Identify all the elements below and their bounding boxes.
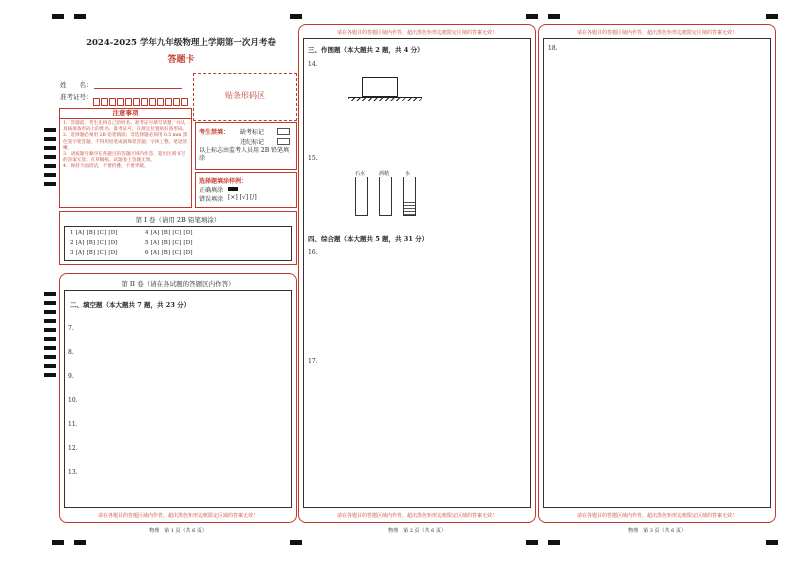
answer-card-label: 答题卡 — [167, 55, 195, 65]
fill-in-answer-area[interactable] — [64, 290, 292, 508]
id-digit-cell[interactable] — [157, 98, 164, 106]
name-label: 姓 名： — [60, 81, 93, 89]
side-timing-mark — [44, 155, 56, 159]
page3-answer-area[interactable] — [543, 38, 771, 508]
side-timing-mark — [44, 319, 56, 323]
absent-label: 缺考标记 — [240, 129, 265, 136]
fill-example-title: 选择题填涂样例： — [199, 178, 248, 185]
section1-title: 第 I 卷（请用 2B 铅笔填涂） — [135, 216, 221, 224]
page-footer: 物理 第 1 页（共 6 页） — [149, 528, 207, 534]
note-item: 3．请按题号顺序在各题目的答题区域内作答，超出区域书写的答案无效；在草稿纸、试题卷上答题无效。 — [63, 152, 186, 164]
timing-mark — [766, 540, 778, 545]
id-digit-cell[interactable] — [109, 98, 116, 106]
side-timing-mark — [44, 146, 56, 150]
timing-mark — [290, 14, 302, 19]
name-line — [94, 88, 182, 89]
absent-box[interactable] — [277, 128, 290, 135]
timing-mark — [526, 540, 538, 545]
timing-mark — [290, 540, 302, 545]
violation-box[interactable] — [277, 138, 290, 145]
timing-mark — [74, 540, 86, 545]
id-digit-cell[interactable] — [149, 98, 156, 106]
question-number: 14. — [308, 61, 318, 68]
question-number: 9. — [68, 373, 74, 380]
status-note: 以上标志由监考人员用 2B 铅笔填涂 — [199, 147, 290, 162]
timing-mark — [526, 14, 538, 19]
question-number: 18. — [548, 45, 558, 52]
liquid-label: 水 — [405, 171, 411, 177]
side-timing-mark — [44, 373, 56, 377]
id-digit-cell[interactable] — [117, 98, 124, 106]
page-title: 2024-2025 学年九年级物理上学期第一次月考卷 — [86, 38, 276, 48]
side-timing-mark — [44, 364, 56, 368]
beaker-tube — [379, 177, 392, 216]
note-item: 2．选择题必须用 2B 铅笔填涂；非选择题必须用 0.5 mm 黑色签字笔答题，不得用铅笔或圆珠笔答题；字体工整、笔迹清晰。 — [63, 133, 188, 151]
page-footer: 物理 第 3 页（共 6 页） — [628, 528, 686, 534]
section3-heading: 三、作图题（本大题共 2 题，共 4 分） — [308, 46, 424, 54]
side-timing-mark — [44, 337, 56, 341]
timing-mark — [766, 14, 778, 19]
question-number: 15. — [308, 155, 318, 162]
warning-text: 请在各题目的答题区域内作答，超出黑色矩形边框限定区域的答案无效！ — [97, 513, 258, 519]
surface-hatch — [348, 98, 422, 101]
warning-text: 请在各题目的答题区域内作答，超出黑色矩形边框限定区域的答案无效！ — [336, 513, 497, 519]
id-digit-cell[interactable] — [93, 98, 100, 106]
timing-mark — [52, 540, 64, 545]
timing-mark — [74, 14, 86, 19]
question-number: 7. — [68, 325, 74, 332]
side-timing-mark — [44, 328, 56, 332]
wrong-fill-sample: [×] [√] [/] — [228, 194, 257, 201]
notes-title: 注意事项 — [59, 108, 192, 119]
side-timing-mark — [44, 137, 56, 141]
id-digit-cell[interactable] — [101, 98, 108, 106]
choice-row[interactable]: 1 [A] [B] [C] [D] — [70, 230, 118, 236]
timing-mark — [548, 540, 560, 545]
side-timing-mark — [44, 301, 56, 305]
notes-list — [63, 121, 189, 171]
correct-fill-sample — [228, 187, 238, 191]
note-item: 1．答题前，考生先将自己的姓名、准考证号填写清楚，并认真核准条形码上的姓名、准考证号，在规定位置贴好条形码。 — [63, 121, 188, 133]
wrong-fill-label: 错误填涂 — [199, 196, 224, 203]
block-on-surface — [362, 77, 398, 97]
side-timing-mark — [44, 182, 56, 186]
id-digit-cell[interactable] — [125, 98, 132, 106]
timing-mark — [52, 14, 64, 19]
id-digit-cell[interactable] — [133, 98, 140, 106]
violation-label: 违纪标记 — [240, 139, 265, 146]
barcode-label: 贴条形码区 — [225, 91, 265, 100]
id-digit-cell[interactable] — [181, 98, 188, 106]
side-timing-mark — [44, 355, 56, 359]
side-timing-mark — [44, 346, 56, 350]
choice-row[interactable]: 4 [A] [B] [C] [D] — [145, 230, 193, 236]
correct-fill-label: 正确填涂 — [199, 187, 224, 194]
liquid-label: 酒精 — [379, 171, 390, 177]
question-number: 8. — [68, 349, 74, 356]
id-label: 准考证号： — [60, 93, 93, 101]
choice-row[interactable]: 3 [A] [B] [C] [D] — [70, 250, 118, 256]
side-timing-mark — [44, 164, 56, 168]
id-digit-cell[interactable] — [165, 98, 172, 106]
choice-row[interactable]: 5 [A] [B] [C] [D] — [145, 240, 193, 246]
liquid-label: 石水 — [355, 171, 366, 177]
section4-heading: 四、综合题（本大题共 5 题，共 31 分） — [308, 235, 429, 243]
side-timing-mark — [44, 292, 56, 296]
water-level — [404, 200, 415, 215]
section2-title: 第 II 卷（请在各试题的答题区内作答） — [121, 280, 235, 288]
note-item: 4．保持卡面清洁，不要折叠、不要弄破。 — [63, 164, 149, 170]
question-number: 13. — [68, 469, 78, 476]
side-timing-mark — [44, 173, 56, 177]
choice-row[interactable]: 2 [A] [B] [C] [D] — [70, 240, 118, 246]
warning-text: 请在各题目的答题区域内作答，超出黑色矩形边框限定区域的答案无效！ — [576, 30, 737, 36]
question-number: 12. — [68, 445, 78, 452]
timing-mark — [548, 14, 560, 19]
page-footer: 物理 第 2 页（共 6 页） — [388, 528, 446, 534]
warning-text: 请在各题目的答题区域内作答，超出黑色矩形边框限定区域的答案无效！ — [336, 30, 497, 36]
page2-answer-area[interactable] — [303, 38, 531, 508]
question-number: 16. — [308, 249, 318, 256]
id-digit-cell[interactable] — [141, 98, 148, 106]
beaker-tube — [355, 177, 368, 216]
choice-row[interactable]: 6 [A] [B] [C] [D] — [145, 250, 193, 256]
section2-heading: 二、填空题（本大题共 7 题，共 23 分） — [70, 301, 191, 309]
side-timing-mark — [44, 310, 56, 314]
question-number: 10. — [68, 397, 78, 404]
status-title: 考生禁填： — [199, 129, 230, 136]
warning-text: 请在各题目的答题区域内作答，超出黑色矩形边框限定区域的答案无效！ — [576, 513, 737, 519]
question-number: 11. — [68, 421, 78, 428]
id-digit-cell[interactable] — [173, 98, 180, 106]
side-timing-mark — [44, 128, 56, 132]
question-number: 17. — [308, 358, 318, 365]
